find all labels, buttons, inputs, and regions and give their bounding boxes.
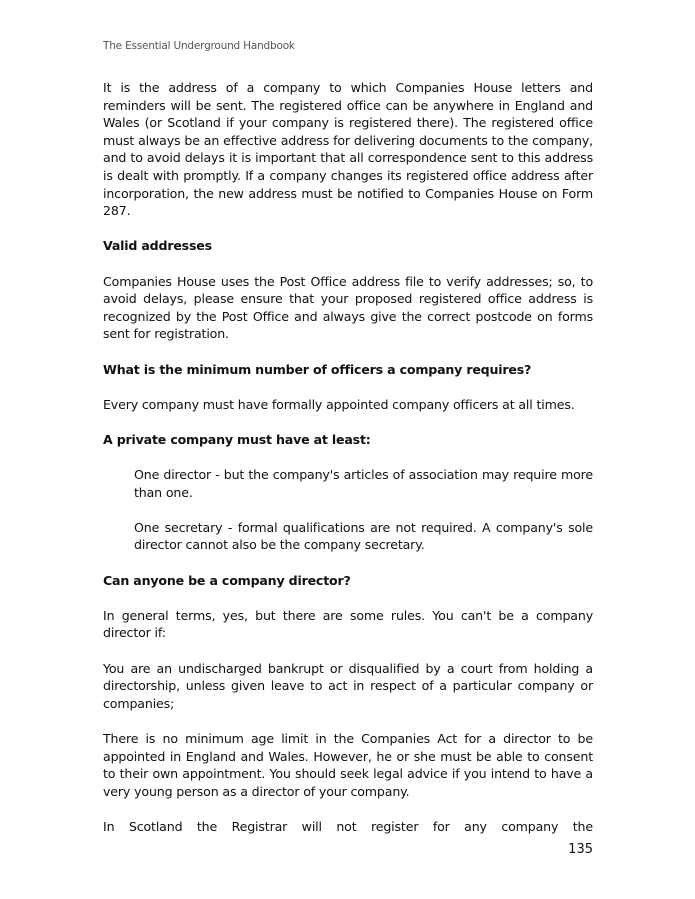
paragraph-age-limit: There is no minimum age limit in the Companies Act for a director to be appointed in England and Wales. However, he or she must be able to consent to their own appointment. You should seek legal advice if you intend to have a very young person as a director of your company. — [103, 730, 593, 799]
paragraph-general-terms: In general terms, yes, but there are some rules. You can't be a company director if: — [103, 607, 593, 641]
heading-private-company: A private company must have at least: — [103, 431, 371, 447]
heading-minimum-officers: What is the minimum number of officers a company requires? — [103, 361, 532, 377]
page-number: 135 — [568, 842, 593, 857]
paragraph-registered-office: It is the address of a company to which Companies House letters and reminders will be sent. The registered office can be anywhere in England and Wales (or Scotland if your company is registered there). The registered office must always be an effective address for delivering documents to the company, and to avoid delays it is important that all correspondence sent to this address is dealt with promptly. If a company changes its registered office address after incorporation, the new address must be notified to Companies House on Form 287. — [103, 80, 593, 219]
list-item-director: One director - but the company's articles of association may require more than one. — [134, 467, 593, 500]
page-body — [103, 79, 593, 853]
list-item-secretary: One secretary - formal qualifications are not required. A company's sole director cannot also be the company secretary. — [134, 519, 593, 553]
paragraph-bankrupt: You are an undischarged bankrupt or disqualified by a court from holding a directorship, unless given leave to act in respect of a particular company or companies; — [103, 660, 593, 711]
heading-valid-addresses: Valid addresses — [103, 238, 212, 254]
paragraph-valid-addresses: Companies House uses the Post Office address file to verify addresses; so, to avoid delays, please ensure that your proposed registered office address is recognized by the Post Office and always give the correct postcode on forms sent for registration. — [103, 273, 593, 342]
paragraph-officers: Every company must have formally appointed company officers at all times. — [103, 396, 575, 412]
paragraph-scotland: In Scotland the Registrar will not register for any company the — [103, 818, 593, 834]
running-header: The Essential Underground Handbook — [103, 40, 295, 52]
heading-company-director: Can anyone be a company director? — [103, 572, 351, 588]
